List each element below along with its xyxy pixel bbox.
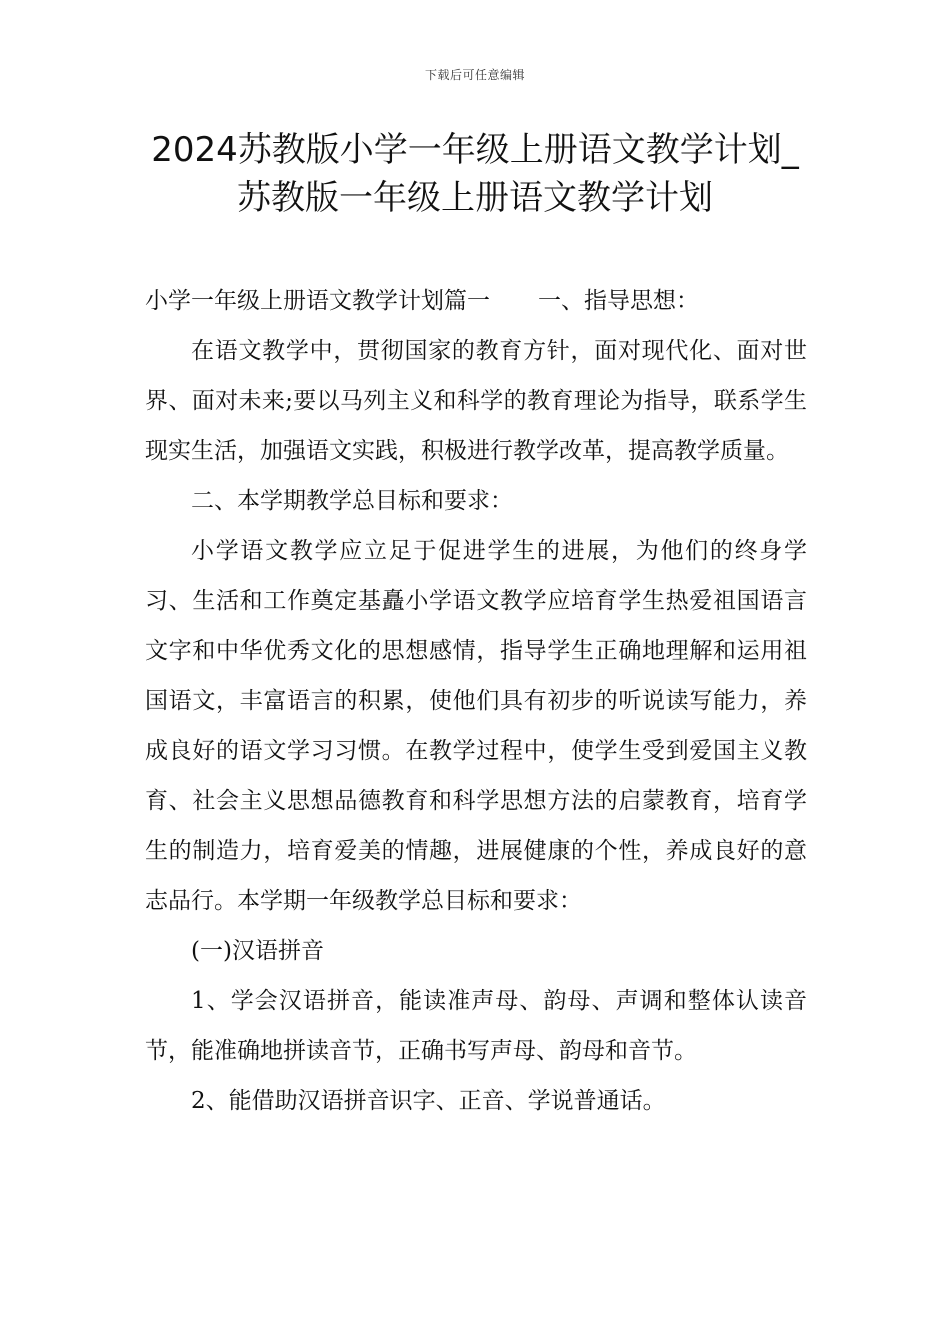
- list-item-1: 1、学会汉语拼音，能读准声母、韵母、声调和整体认读音节，能准确地拼读音节，正确书写声母、韵母和音节。: [145, 988, 807, 1064]
- document-title: [60, 126, 890, 222]
- title-line-2: 苏教版一年级上册语文教学计划: [237, 178, 713, 218]
- document-body: [145, 276, 807, 1126]
- heading-guiding-ideology: 一、指导思想：: [538, 288, 699, 314]
- paragraph-guiding-ideology: 在语文教学中，贯彻国家的教育方针，面对现代化、面对世界、面对未来;要以马列主义和科学的教育理论为指导，联系学生现实生活，加强语文实践，积极进行教学改革，提高教学质量。: [145, 338, 807, 464]
- heading-semester-goals: 二、本学期教学总目标和要求：: [191, 488, 513, 514]
- subheading-pinyin: (一)汉语拼音: [191, 938, 324, 964]
- title-line-1: 2024苏教版小学一年级上册语文教学计划_: [151, 130, 799, 170]
- list-item-2: 2、能借助汉语拼音识字、正音、学说普通话。: [191, 1088, 666, 1114]
- paragraph-semester-goals: 小学语文教学应立足于促进学生的进展，为他们的终身学习、生活和工作奠定基矗小学语文教学应培育学生热爱祖国语言文字和中华优秀文化的思想感情，指导学生正确地理解和运用祖国语文，丰富语言的积累，使他们具有初步的听说读写能力，养成良好的语文学习习惯。在教学过程中，使学生受到爱国主义教育、社会主义思想品德教育和科学思想方法的启蒙教育，培育学生的制造力，培育爱美的情趣，进展健康的个性，养成良好的意志品行。本学期一年级教学总目标和要求：: [145, 538, 807, 914]
- section-heading-line: [145, 276, 807, 326]
- header-note: 下载后可任意编辑: [424, 68, 525, 82]
- section-label: 小学一年级上册语文教学计划篇一: [145, 288, 490, 314]
